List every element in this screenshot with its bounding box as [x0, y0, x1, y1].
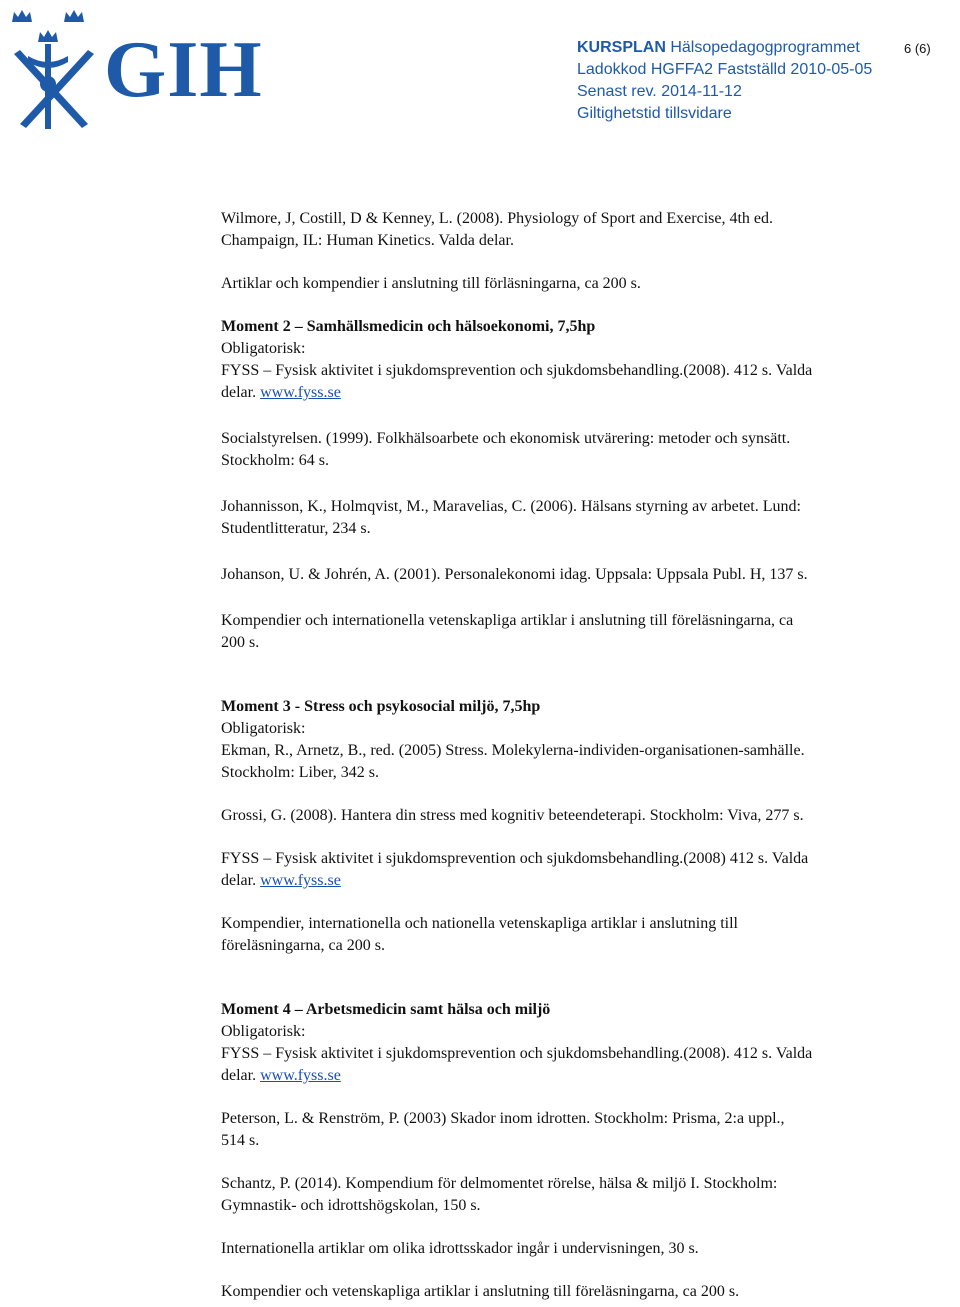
- reference-line: Ekman, R., Arnetz, B., red. (2005) Stress. Molekylerna-individen-organisationen-samhälle.: [221, 742, 805, 759]
- reference-line: [221, 382, 901, 404]
- moment-4-heading: Moment 4 – Arbetsmedicin samt hälsa och miljö: [221, 1001, 551, 1018]
- reference-kompendier: [221, 913, 901, 957]
- meta-title: [577, 37, 897, 59]
- obligatorisk-label: Obligatorisk:: [221, 340, 306, 357]
- reference-socialstyrelsen: [221, 428, 901, 472]
- gih-logo: [4, 4, 263, 132]
- moment-3-heading: Moment 3 - Stress och psykosocial miljö, 7,5hp: [221, 698, 541, 715]
- reference-internationella: Internationella artiklar om olika idrottsskador ingår i undervisningen, 30 s.: [221, 1240, 699, 1257]
- meta-revision: Senast rev. 2014-11-12: [577, 83, 742, 100]
- reference-fyss: [221, 360, 901, 404]
- obligatorisk-label: Obligatorisk:: [221, 1023, 306, 1040]
- moment-2-heading: Moment 2 – Samhällsmedicin och hälsoekonomi, 7,5hp: [221, 318, 596, 335]
- meta-kursplan: KURSPLAN: [577, 39, 666, 56]
- document-meta: [577, 37, 897, 125]
- reference-wilmore: [221, 208, 901, 252]
- fyss-link[interactable]: www.fyss.se: [260, 872, 341, 889]
- reference-line: Schantz, P. (2014). Kompendium för delmomentet rörelse, hälsa & miljö I. Stockholm:: [221, 1175, 778, 1192]
- meta-program: Hälsopedagogprogrammet: [670, 39, 860, 56]
- reference-line: 514 s.: [221, 1132, 260, 1149]
- meta-ladokkod: Ladokkod HGFFA2 Fastställd 2010-05-05: [577, 61, 873, 78]
- meta-validity: Giltighetstid tillsvidare: [577, 105, 732, 122]
- fyss-link[interactable]: www.fyss.se: [260, 1067, 341, 1084]
- reference-line: 200 s.: [221, 634, 260, 651]
- reference-line: FYSS – Fysisk aktivitet i sjukdomsprevention och sjukdomsbehandling.(2008). 412 s. Valda: [221, 362, 813, 379]
- reference-fyss: [221, 848, 901, 892]
- reference-line: FYSS – Fysisk aktivitet i sjukdomsprevention och sjukdomsbehandling.(2008). 412 s. Valda: [221, 1045, 813, 1062]
- reference-line: Champaign, IL: Human Kinetics. Valda delar.: [221, 232, 514, 249]
- reference-line: Stockholm: Liber, 342 s.: [221, 764, 380, 781]
- reference-peterson: [221, 1108, 901, 1152]
- reference-grossi: Grossi, G. (2008). Hantera din stress med kognitiv beteendeterapi. Stockholm: Viva, 277 s.: [221, 807, 804, 824]
- reference-line: Peterson, L. & Renström, P. (2003) Skador inom idrotten. Stockholm: Prisma, 2:a uppl.,: [221, 1110, 785, 1127]
- reference-line: Kompendier, internationella och nationella vetenskapliga artiklar i anslutning till: [221, 915, 738, 932]
- reference-artiklar: Artiklar och kompendier i anslutning till förläsningarna, ca 200 s.: [221, 275, 641, 292]
- reference-line: FYSS – Fysisk aktivitet i sjukdomsprevention och sjukdomsbehandling.(2008) 412 s. Valda: [221, 850, 809, 867]
- page-number: 6 (6): [904, 41, 931, 56]
- reference-line: Gymnastik- och idrottshögskolan, 150 s.: [221, 1197, 481, 1214]
- reference-kompendier: [221, 610, 901, 654]
- reference-line: föreläsningarna, ca 200 s.: [221, 937, 385, 954]
- reference-ekman: [221, 740, 901, 784]
- reference-line: Wilmore, J, Costill, D & Kenney, L. (2008). Physiology of Sport and Exercise, 4th ed.: [221, 210, 774, 227]
- reference-schantz: [221, 1173, 901, 1217]
- obligatorisk-label: Obligatorisk:: [221, 720, 306, 737]
- logo-wordmark: GIH: [104, 26, 263, 114]
- reference-line: Socialstyrelsen. (1999). Folkhälsoarbete och ekonomisk utvärering: metoder och synsätt.: [221, 430, 791, 447]
- crowns-emblem-icon: [4, 4, 104, 132]
- reference-text: delar.: [221, 1067, 257, 1084]
- reference-johannisson: [221, 496, 901, 540]
- reference-line: Studentlitteratur, 234 s.: [221, 520, 371, 537]
- document-body: [221, 208, 901, 1303]
- reference-johanson: Johanson, U. & Johrén, A. (2001). Personalekonomi idag. Uppsala: Uppsala Publ. H, 137 s.: [221, 566, 808, 583]
- reference-line: [221, 870, 901, 892]
- reference-line: Stockholm: 64 s.: [221, 452, 330, 469]
- reference-text: delar.: [221, 384, 257, 401]
- reference-line: Johannisson, K., Holmqvist, M., Maravelias, C. (2006). Hälsans styrning av arbetet. Lund:: [221, 498, 801, 515]
- page-header: [0, 0, 960, 140]
- reference-line: [221, 1065, 901, 1087]
- fyss-link[interactable]: www.fyss.se: [260, 384, 341, 401]
- reference-kompendier: Kompendier och vetenskapliga artiklar i anslutning till föreläsningarna, ca 200 s.: [221, 1283, 740, 1300]
- reference-line: Kompendier och internationella vetenskapliga artiklar i anslutning till föreläsningarna, ca: [221, 612, 794, 629]
- reference-text: delar.: [221, 872, 257, 889]
- reference-fyss: [221, 1043, 901, 1087]
